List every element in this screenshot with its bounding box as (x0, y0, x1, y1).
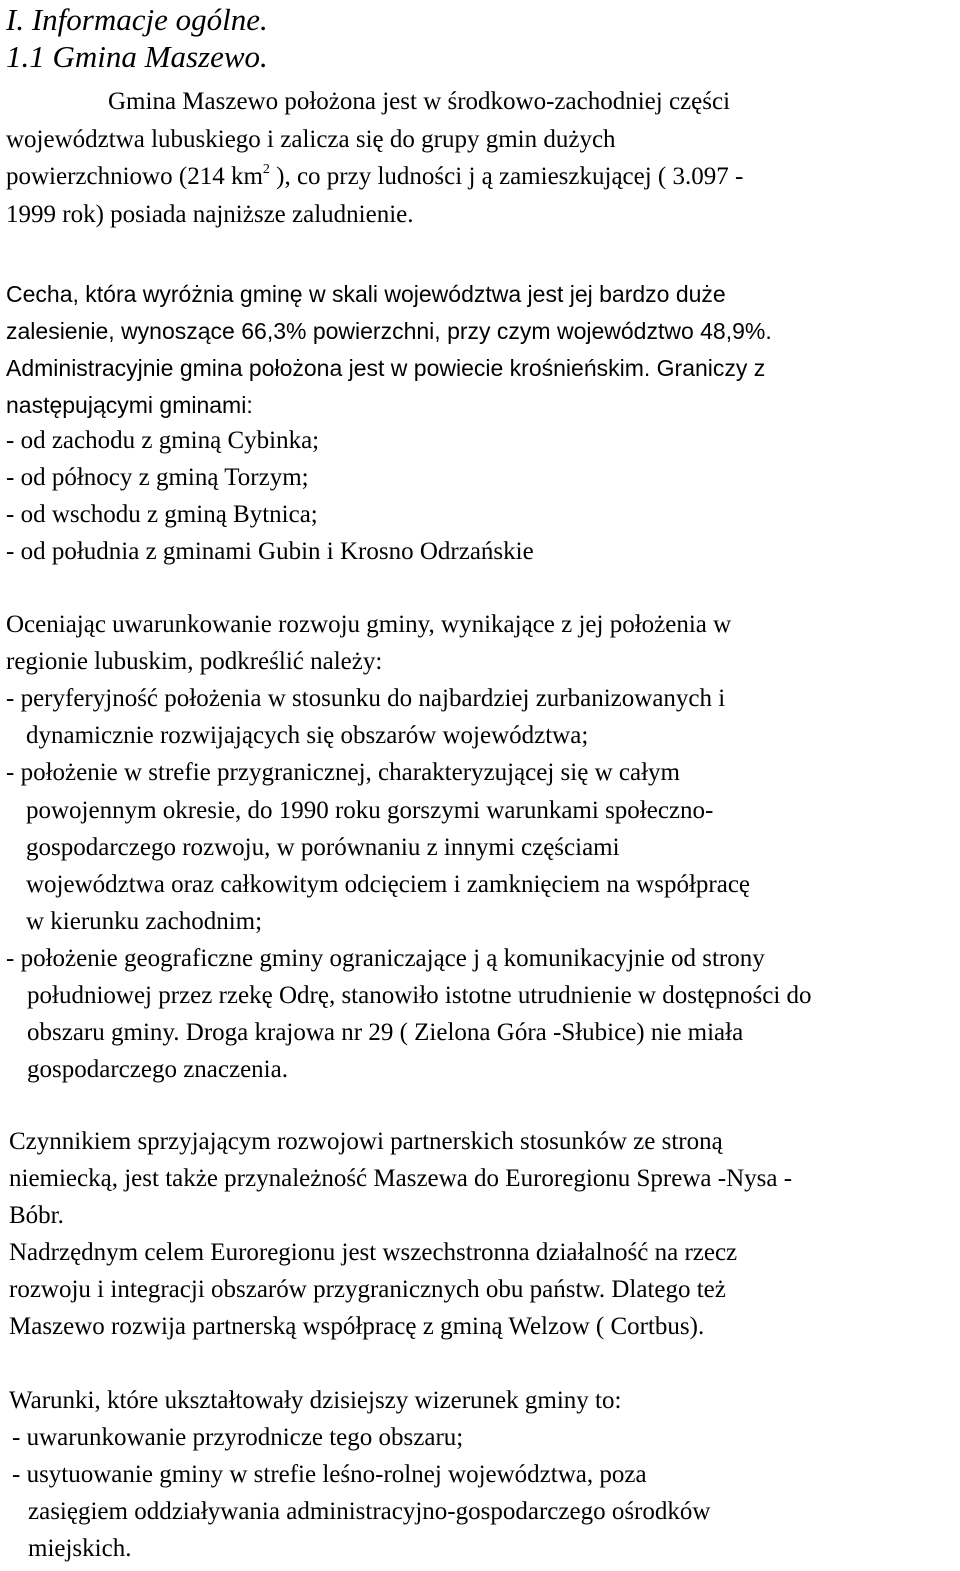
paragraph-line: Oceniając uwarunkowanie rozwoju gminy, wynikające z jej położenia w (6, 611, 732, 638)
paragraph-line (6, 161, 743, 193)
paragraph-line: rozwoju i integracji obszarów przygranicznych obu państw. Dlatego też (9, 1276, 726, 1303)
paragraph-line: Nadrzędnym celem Euroregionu jest wszechstronna działalność na rzecz (9, 1239, 738, 1266)
paragraph-line: Administracyjnie gmina położona jest w powiecie krośnieńskim. Graniczy z (6, 355, 766, 381)
list-item-continuation: obszaru gminy. Droga krajowa nr 29 ( Zielona Góra -Słubice) nie miała (27, 1019, 744, 1046)
list-item: - od południa z gminami Gubin i Krosno Odrzańskie (6, 538, 534, 565)
paragraph-line: Czynnikiem sprzyjającym rozwojowi partnerskich stosunków ze stroną (9, 1128, 723, 1155)
subsection-heading: 1.1 Gmina Maszewo. (6, 39, 268, 74)
paragraph-line: niemiecką, jest także przynależność Maszewa do Euroregionu Sprewa -Nysa - (9, 1165, 793, 1192)
paragraph-line: następującymi gminami: (6, 392, 253, 418)
list-item: - od północy z gminą Torzym; (6, 464, 309, 491)
paragraph-line: 1999 rok) posiada najniższe zaludnienie. (6, 201, 414, 228)
text-span: ), co przy ludności j ą zamieszkującej ( 3.097 - (269, 163, 744, 190)
list-item-continuation: województwa oraz całkowitym odcięciem i zamknięciem na współpracę (26, 871, 751, 898)
list-item: - położenie geograficzne gminy ograniczające j ą komunikacyjnie od strony (6, 945, 765, 972)
paragraph-line: Gmina Maszewo położona jest w środkowo-zachodniej części (108, 88, 731, 115)
paragraph-line: województwa lubuskiego i zalicza się do grupy gmin dużych (6, 126, 616, 153)
list-item-continuation: południowej przez rzekę Odrę, stanowiło istotne utrudnienie w dostępności do (27, 982, 812, 1009)
list-item: - peryferyjność położenia w stosunku do najbardziej zurbanizowanych i (6, 685, 726, 712)
section-heading: I. Informacje ogólne. (6, 2, 268, 37)
list-item-continuation: gospodarczego znaczenia. (27, 1056, 288, 1083)
list-item-continuation: dynamicznie rozwijających się obszarów województwa; (26, 722, 589, 749)
superscript: 2 (262, 161, 270, 177)
text-span: powierzchniowo (214 km (6, 163, 263, 190)
list-item: - od zachodu z gminą Cybinka; (6, 427, 320, 454)
list-item: - uwarunkowanie przyrodnicze tego obszaru; (12, 1424, 464, 1451)
list-item-continuation: w kierunku zachodnim; (26, 908, 263, 935)
list-item: - od wschodu z gminą Bytnica; (6, 501, 318, 528)
list-item: - usytuowanie gminy w strefie leśno-rolnej województwa, poza (12, 1461, 647, 1488)
paragraph-line: Cecha, która wyróżnia gminę w skali województwa jest jej bardzo duże (6, 281, 726, 307)
paragraph-line: Bóbr. (9, 1202, 64, 1229)
list-item: - położenie w strefie przygranicznej, charakteryzującej się w całym (6, 759, 680, 786)
list-item-continuation: miejskich. (28, 1535, 132, 1562)
list-item-continuation: zasięgiem oddziaływania administracyjno-gospodarczego ośrodków (28, 1498, 711, 1525)
paragraph-line: regionie lubuskim, podkreślić należy: (6, 648, 383, 675)
list-item-continuation: powojennym okresie, do 1990 roku gorszymi warunkami społeczno- (26, 797, 714, 824)
list-item-continuation: gospodarczego rozwoju, w porównaniu z innymi częściami (26, 834, 620, 861)
paragraph-line: Warunki, które ukształtowały dzisiejszy wizerunek gminy to: (9, 1387, 622, 1414)
paragraph-line: Maszewo rozwija partnerską współpracę z gminą Welzow ( Cortbus). (9, 1313, 705, 1340)
paragraph-line: zalesienie, wynoszące 66,3% powierzchni, przy czym województwo 48,9%. (6, 318, 772, 344)
